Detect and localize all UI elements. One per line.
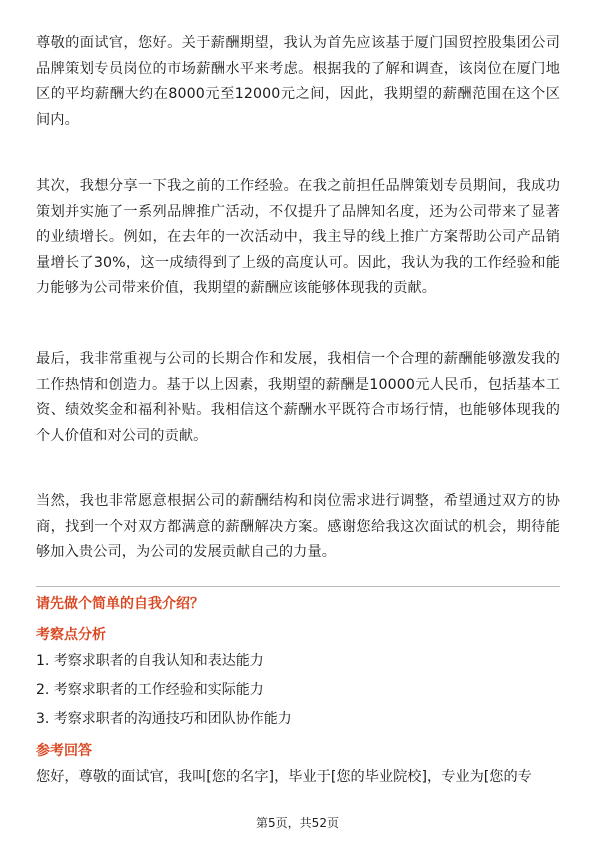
analysis-list xyxy=(36,650,292,737)
salary-paragraph-2: 其次，我想分享一下我之前的工作经验。在我之前担任品牌策划专员期间，我成功策划并实施了一系列品牌推广活动，不仅提升了品牌知名度，还为公司带来了显著的业绩增长。例如，在去年的一次活动中，我主导的线上推广方案帮助公司产品销量增长了30%，这一成绩得到了上级的高度认可。因此，我认为我的工作经验和能力能够为公司带来价值，我期望的薪酬应该能够体现我的贡献。 xyxy=(36,178,560,297)
answer-heading: 参考回答 xyxy=(36,743,92,759)
salary-paragraph-1: 尊敬的面试官，您好。关于薪酬期望，我认为首先应该基于厦门国贸控股集团公司品牌策划专员岗位的市场薪酬水平来考虑。根据我的了解和调查，该岗位在厦门地区的平均薪酬大约在8000元至12000元之间，因此，我期望的薪酬范围在这个区间内。 xyxy=(36,35,560,128)
analysis-item: 3. 考察求职者的沟通技巧和团队协作能力 xyxy=(36,711,292,727)
analysis-item: 2. 考察求职者的工作经验和实际能力 xyxy=(36,682,264,698)
salary-paragraph-4: 当然，我也非常愿意根据公司的薪酬结构和岗位需求进行调整，希望通过双方的协商，找到一个对双方都满意的薪酬解决方案。感谢您给我这次面试的机会，期待能够加入贵公司，为公司的发展贡献自己的力量。 xyxy=(36,493,560,561)
section-divider xyxy=(36,586,560,587)
page-footer: 第5页，共52页 xyxy=(256,816,339,830)
answer-text: 您好，尊敬的面试官，我叫[您的名字]，毕业于[您的毕业院校]，专业为[您的专 xyxy=(36,769,532,785)
analysis-heading: 考察点分析 xyxy=(36,627,106,643)
interview-question: 请先做个简单的自我介绍？ xyxy=(36,596,204,612)
salary-paragraph-3: 最后，我非常重视与公司的长期合作和发展，我相信一个合理的薪酬能够激发我的工作热情和创造力。基于以上因素，我期望的薪酬是10000元人民币，包括基本工资、绩效奖金和福利补贴。我相信这个薪酬水平既符合市场行情，也能够体现我的个人价值和对公司的贡献。 xyxy=(36,351,560,444)
analysis-item: 1. 考察求职者的自我认知和表达能力 xyxy=(36,653,264,669)
